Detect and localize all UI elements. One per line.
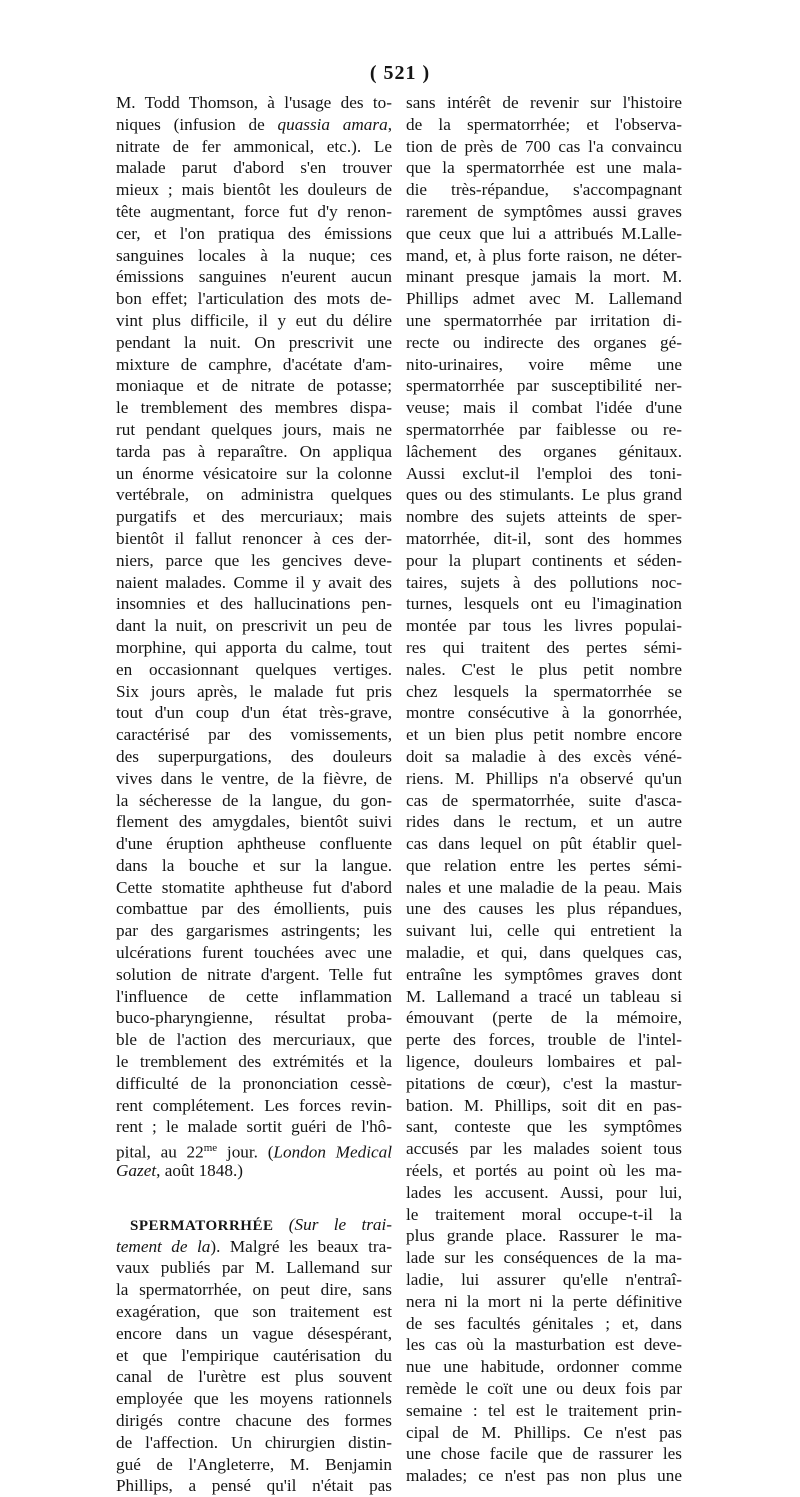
page-number: ( 521 ) <box>369 62 431 84</box>
text-line: tout d'un coup d'un état très-grave, <box>116 703 392 723</box>
text-line: maladie, et qui, dans quelques cas, <box>406 943 682 963</box>
text-line: remède le coït une ou deux fois par <box>406 1379 682 1399</box>
text-line: d'une éruption aphtheuse confluente <box>116 834 392 854</box>
text-line: rent ; le malade sortit guéri de l'hô- <box>116 1117 392 1137</box>
text-line: flement des amygdales, bientôt suivi <box>116 812 392 832</box>
text-line: ble de l'action des mercuriaux, que <box>116 1030 392 1050</box>
text-line: de l'affection. Un chirurgien distin- <box>116 1432 392 1452</box>
text-line: nera ni la mort ni la perte définitive <box>406 1291 682 1311</box>
text-line: la spermatorrhée, on peut dire, sans <box>116 1280 392 1300</box>
text-line: buco-pharyngienne, résultat proba- <box>116 1008 392 1028</box>
text-line: nue une habitude, ordonner comme <box>406 1357 682 1377</box>
text-line: ladie, lui assurer qu'elle n'entraî- <box>406 1270 682 1290</box>
text-line: une des causes les plus répandues, <box>406 899 682 919</box>
text-line: taires, sujets à des pollutions noc- <box>406 572 682 592</box>
text-line: Six jours après, le malade fut pris <box>116 681 392 701</box>
text-line: dant la nuit, on prescrivit un peu de <box>116 616 392 636</box>
text-line: plus grande place. Rassurer le ma- <box>406 1226 682 1246</box>
text-line: lade sur les conséquences de la ma- <box>406 1248 682 1268</box>
text-line: malades; ce n'est pas non plus une <box>406 1466 682 1486</box>
text-line: Gazet, août 1848.) <box>116 1161 243 1181</box>
text-line: de ses facultés génitales ; et, dans <box>406 1313 682 1333</box>
text-line: exagération, que son traitement est <box>116 1302 392 1322</box>
text-line: de la spermatorrhée; et l'observa- <box>406 114 682 134</box>
text-line: accusés par les malades soient tous <box>406 1139 682 1159</box>
text-line: bientôt il fallut renoncer à ces der- <box>116 528 392 548</box>
text-line: nales. C'est le plus petit nombre <box>406 659 682 679</box>
text-line: semaine : tel est le traitement prin- <box>406 1400 682 1420</box>
section-subtitle: (Sur le trai- <box>288 1214 393 1234</box>
text-line: spermatorrhée par faiblesse ou re- <box>406 419 682 439</box>
text-line: gué de l'Angleterre, M. Benjamin <box>116 1454 392 1474</box>
text-line: Cette stomatite aphtheuse fut d'abord <box>116 877 392 897</box>
text-line: mieux ; mais bientôt les douleurs de <box>116 180 392 200</box>
text-line: res qui traitent des pertes sémi- <box>406 637 682 657</box>
right-paragraph <box>406 92 682 1487</box>
section-gap <box>116 1182 392 1214</box>
text-line: rent complétement. Les forces revin- <box>116 1095 392 1115</box>
text-line: employée que les moyens rationnels <box>116 1389 392 1409</box>
text-line: et un bien plus petit nombre encore <box>406 725 682 745</box>
text-line: que la spermatorrhée est une mala- <box>406 158 682 178</box>
text-line: mixture de camphre, d'acétate d'am- <box>116 354 392 374</box>
text-line: nito-urinaires, voire même une <box>406 354 682 374</box>
text-line: suivant lui, celle qui entretient la <box>406 921 682 941</box>
text-line: die très-répandue, s'accompagnant <box>406 180 682 200</box>
section-heading-line <box>116 1214 392 1236</box>
text-line: caractérisé par des vomissements, <box>116 725 392 745</box>
text-line: malade parut d'abord s'en trouver <box>116 158 392 178</box>
text-line: les cas où la masturbation est deve- <box>406 1335 682 1355</box>
text-line: pour la plupart continents et séden- <box>406 550 682 570</box>
text-line: ques ou des stimulants. Le plus grand <box>406 485 682 505</box>
text-line: l'influence de cette inflammation <box>116 986 392 1006</box>
text-line: cas dans lequel on pût établir quel- <box>406 834 682 854</box>
text-line: tion de près de 700 cas l'a convaincu <box>406 136 682 156</box>
text-line: sanguines locales à la nuque; ces <box>116 245 392 265</box>
text-line: vertébrale, on administra quelques <box>116 485 392 505</box>
text-line: veuse; mais il combat l'idée d'une <box>406 398 682 418</box>
text-line: rarement de symptômes aussi graves <box>406 201 682 221</box>
text-line: le tremblement des extrémités et la <box>116 1052 392 1072</box>
text-line: nombre des sujets atteints de sper- <box>406 507 682 527</box>
text-line: des superpurgations, des douleurs <box>116 746 392 766</box>
text-line: cipal de M. Phillips. Ce n'est pas <box>406 1422 682 1442</box>
journal-title: London Medical <box>273 1142 392 1162</box>
text-line: vives dans le ventre, de la fièvre, de <box>116 768 392 788</box>
text-line: cas de spermatorrhée, suite d'asca- <box>406 790 682 810</box>
text-line: émouvant (perte de la mémoire, <box>406 1008 682 1028</box>
text-line: un énorme vésicatoire sur la colonne <box>116 463 392 483</box>
text-line: montre consécutive à la gonorrhée, <box>406 703 682 723</box>
text-line: dirigés contre chacune des formes <box>116 1411 392 1431</box>
left-paragraph-continued <box>116 92 392 1182</box>
text-line: cer, et l'on pratiqua des émissions <box>116 223 392 243</box>
text-line: recte ou indirecte des organes gé- <box>406 332 682 352</box>
text-line: le traitement moral occupe-t-il la <box>406 1204 682 1224</box>
text-line: bation. M. Phillips, soit dit en pas- <box>406 1095 682 1115</box>
text-line: purgatifs et des mercuriaux; mais <box>116 507 392 527</box>
text-line: vint plus difficile, il y eut du délire <box>116 310 392 330</box>
text-line: tarda pas à reparaître. On appliqua <box>116 441 392 461</box>
section-subtitle-cont: tement de la <box>116 1236 211 1256</box>
left-paragraph-spermatorrhee <box>116 1236 392 1497</box>
text-line: naient malades. Comme il y avait des <box>116 572 392 592</box>
section-heading: SPERMATORRHÉE <box>130 1217 274 1234</box>
text-line: Aussi exclut-il l'emploi des toni- <box>406 463 682 483</box>
text-line: réels, et portés au point où les ma- <box>406 1161 682 1181</box>
text-line: encore dans un vague désespérant, <box>116 1323 392 1343</box>
text-line: ligence, douleurs lombaires et pal- <box>406 1052 682 1072</box>
text-line: la sécheresse de la langue, du gon- <box>116 790 392 810</box>
text-line: rides dans le rectum, et un autre <box>406 812 682 832</box>
text-line: M. Todd Thomson, à l'usage des to- <box>116 93 392 112</box>
text-line: chez lesquels la spermatorrhée se <box>406 681 682 701</box>
text-line: que relation entre les pertes sémi- <box>406 855 682 875</box>
text-line: sant, conteste que les symptômes <box>406 1117 682 1137</box>
text-line: et que l'empirique cautérisation du <box>116 1345 392 1365</box>
text-line: pendant la nuit. On prescrivit une <box>116 332 392 352</box>
text-line: pital, au $22^{me}$ jour. (London Medical <box>116 1142 392 1162</box>
text-line: Phillips admet avec M. Lallemand <box>406 289 682 309</box>
text-line: en occasionnant quelques vertiges. <box>116 659 392 679</box>
text-line: tête augmentant, force fut d'y renon- <box>116 201 392 221</box>
text-line: nitrate de fer ammonical, etc.). Le <box>116 136 392 156</box>
text-line: par des gargarismes astringents; les <box>116 921 392 941</box>
text-line: difficulté de la prononciation cessè- <box>116 1073 392 1093</box>
text-line: lades les accusent. Aussi, pour lui, <box>406 1182 682 1202</box>
text-line: pitations de cœur), c'est la mastur- <box>406 1073 682 1093</box>
text-line: dans la bouche et sur la langue. <box>116 855 392 875</box>
text-line: ulcérations furent touchées avec une <box>116 943 392 963</box>
text-line: une chose facile que de rassurer les <box>406 1444 682 1464</box>
text-line: insomnies et des hallucinations pen- <box>116 594 392 614</box>
right-column <box>406 92 682 1487</box>
text-line: M. Lallemand a tracé un tableau si <box>406 986 682 1006</box>
text-line: le tremblement des membres dispa- <box>116 398 392 418</box>
text-line: lâchement des organes génitaux. <box>406 441 682 461</box>
text-line: doit sa maladie à des excès véné- <box>406 746 682 766</box>
text-line: minant presque jamais la mort. M. <box>406 267 682 287</box>
text-line: vaux publiés par M. Lallemand sur <box>116 1258 392 1278</box>
text-line: Phillips, a pensé qu'il n'était pas <box>116 1476 392 1496</box>
text-line: une spermatorrhée par irritation di- <box>406 310 682 330</box>
text-line: sans intérêt de revenir sur l'histoire <box>406 93 682 112</box>
text-line: matorrhée, dit-il, sont des hommes <box>406 528 682 548</box>
text-line: niers, parce que les gencives deve- <box>116 550 392 570</box>
text-line: turnes, lesquels ont eu l'imagination <box>406 594 682 614</box>
text-line: bon effet; l'articulation des mots de- <box>116 289 392 309</box>
text-line: moniaque et de nitrate de potasse; <box>116 376 392 396</box>
text-line: émissions sanguines n'eurent aucun <box>116 267 392 287</box>
italic-term: quassia amara <box>277 114 388 134</box>
text-line: que ceux que lui a attribués M.Lalle- <box>406 223 682 243</box>
journal-title: Gazet <box>116 1161 157 1181</box>
text-line: spermatorrhée par susceptibilité ner- <box>406 376 682 396</box>
text-line: canal de l'urètre est plus souvent <box>116 1367 392 1387</box>
text-line: perte des forces, trouble de l'intel- <box>406 1030 682 1050</box>
text-line: tement de la). Malgré les beaux tra- <box>116 1236 392 1256</box>
text-line: riens. M. Phillips n'a observé qu'un <box>406 768 682 788</box>
text-line: niques (infusion de quassia amara, <box>116 114 392 134</box>
text-line: solution de nitrate d'argent. Telle fut <box>116 964 392 984</box>
text-line: combattue par des émollients, puis <box>116 899 392 919</box>
text-line: montée par tous les livres populai- <box>406 616 682 636</box>
text-line: morphine, qui apporta du calme, tout <box>116 637 392 657</box>
text-line: rut pendant quelques jours, mais ne <box>116 419 392 439</box>
text-line: nales et une maladie de la peau. Mais <box>406 877 682 897</box>
text-line: entraîne les symptômes graves dont <box>406 964 682 984</box>
left-column <box>116 92 392 1497</box>
text-line: mand, et, à plus forte raison, ne déter- <box>406 245 682 265</box>
ordinal-suffix: me <box>203 1142 218 1155</box>
